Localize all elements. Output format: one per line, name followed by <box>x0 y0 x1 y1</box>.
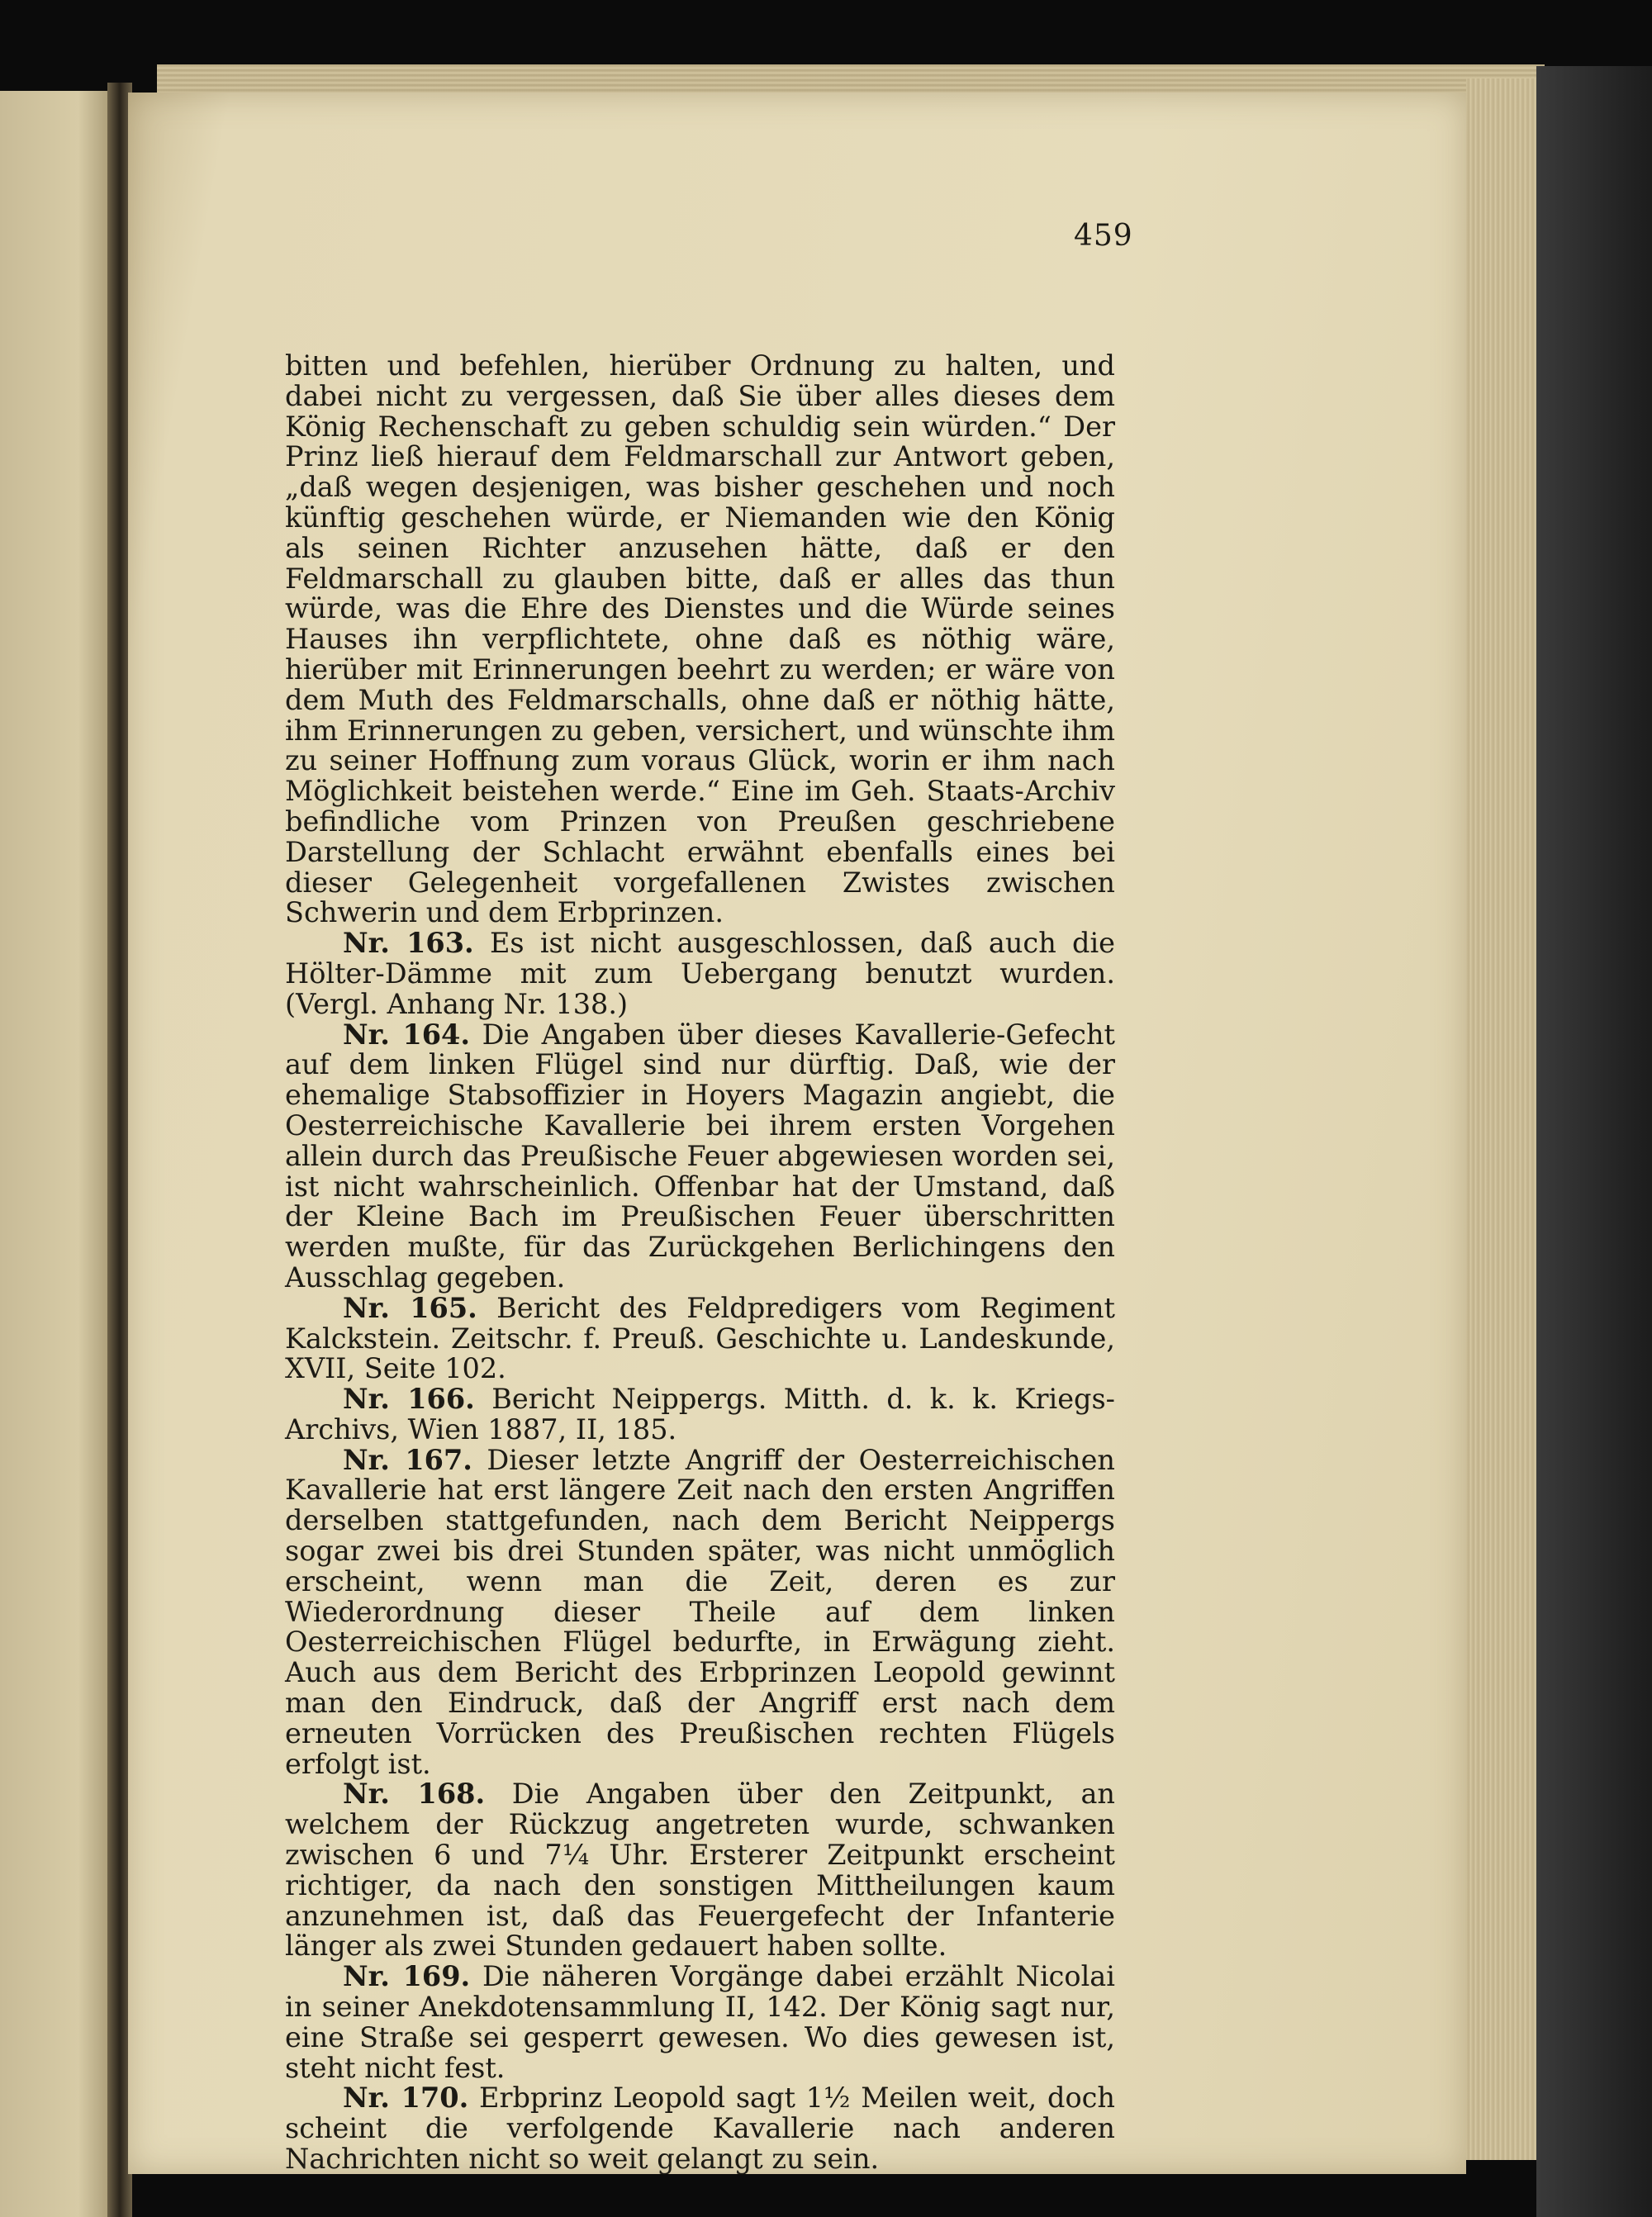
note-number: Nr. 164. <box>343 1018 471 1051</box>
note-number: Nr. 165. <box>343 1291 477 1324</box>
note-164 <box>285 1020 1115 1294</box>
book-cover <box>1536 66 1652 2217</box>
note-number: Nr. 163. <box>343 927 474 960</box>
note-number: Nr. 166. <box>343 1383 475 1416</box>
page-number: 459 <box>1074 219 1133 253</box>
note-167 <box>285 1443 1115 1780</box>
paragraph-text: bitten und befehlen, hierüber Ordnung zu halten, und dabei nicht zu vergessen, daß Sie über alles dieses dem König Rechenschaft zu geben schuldig sein würden.“ Der Prinz ließ hierauf dem Feldmarschall zur Antwort geben, „daß wegen desjenigen, was bisher geschehen und noch künftig geschehen würde, er Niemanden wie den König als seinen Richter anzusehen hätte, daß er den Feldmarschall zu glauben bitte, daß er alles das thun würde, was die Ehre des Dienstes und die Würde seines Hauses ihn verpflichtete, ohne daß es nöthig wäre, hierüber mit Erinnerungen beehrt zu werden; er wäre von dem Muth des Feldmarschalls, ohne daß er nöthig hätte, ihm Erinnerungen zu geben, versichert, und wünschte ihm zu seiner Hoffnung zum voraus Glück, worin er ihm nach Möglichkeit beistehen werde.“ Eine im Geh. Staats-Archiv befindliche vom Prinzen von Preußen geschriebene Darstellung der Schlacht erwähnt ebenfalls eines bei dieser Gelegenheit vorgefallenen Zwistes zwischen Schwerin und dem Erbprinzen. <box>285 349 1115 929</box>
note-number: Nr. 167. <box>343 1443 472 1476</box>
left-page-edge <box>0 91 112 2217</box>
note-163 <box>285 928 1115 1019</box>
note-170 <box>285 2083 1115 2174</box>
note-166 <box>285 1384 1115 1446</box>
note-number: Nr. 169. <box>343 1960 471 1993</box>
note-text: Erbprinz Leopold sagt 1½ Meilen weit, doch scheint die verfolgende Kavallerie nach anderen Nachrichten nicht so weit gelangt zu sein. <box>285 2082 1115 2176</box>
note-text: Bericht des Feldpredigers vom Regiment Kalckstein. Zeitschr. f. Preuß. Geschichte u. Landeskunde, XVII, Seite 102. <box>285 1291 1115 1385</box>
note-text: Bericht Neippergs. Mitth. d. k. k. Kriegs-Archivs, Wien 1887, II, 185. <box>285 1383 1115 1446</box>
note-text: Dieser letzte Angriff der Oesterreichischen Kavallerie hat erst längere Zeit nach den ersten Angriffen derselben stattgefunden, nach dem Bericht Neippergs sogar zwei bis drei Stunden später, was nicht unmöglich erscheint, wenn man die Zeit, deren es zur Wiederordnung dieser Theile auf dem linken Oesterreichischen Flügel bedurfte, in Erwägung zieht. Auch aus dem Bericht des Erbprinzen Leopold gewinnt man den Eindruck, daß der Angriff erst nach dem erneuten Vorrücken des Preußischen rechten Flügels erfolgt ist. <box>285 1443 1115 1780</box>
note-text: Die näheren Vorgänge dabei erzählt Nicolai in seiner Anekdotensammlung II, 142. Der König sagt nur, eine Straße sei gesperrt gewesen. Wo dies gewesen ist, steht nicht fest. <box>285 1960 1115 2084</box>
note-168 <box>285 1779 1115 1962</box>
note-165 <box>285 1291 1115 1385</box>
body-text <box>285 351 1115 2175</box>
note-text: Die Angaben über den Zeitpunkt, an welchem der Rückzug angetreten wurde, schwanken zwischen 6 und 7¼ Uhr. Ersterer Zeitpunkt erscheint richtiger, da nach den sonstigen Mittheilungen kaum anzunehmen ist, daß das Feuergefecht der Infanterie länger als zwei Stunden gedauert haben sollte. <box>285 1778 1115 1963</box>
note-169 <box>285 1962 1115 2083</box>
note-number: Nr. 170. <box>343 2082 469 2115</box>
paragraph-continuation <box>285 351 1115 928</box>
note-text: Die Angaben über dieses Kavallerie-Gefecht auf dem linken Flügel sind nur dürftig. Daß, wie der ehemalige Stabsoffizier in Hoyers Magazin angiebt, die Oesterreichische Kavallerie bei ihrem ersten Vorgehen allein durch das Preußische Feuer abgewiesen worden sei, ist nicht wahrscheinlich. Offenbar hat der Umstand, daß der Kleine Bach im Preußischen Feuer überschritten werden mußte, für das Zurückgehen Berlichingens den Ausschlag gegeben. <box>285 1018 1115 1294</box>
note-text: Es ist nicht ausgeschlossen, daß auch die Hölter-Dämme mit zum Uebergang benutzt wurden. (Vergl. Anhang Nr. 138.) <box>285 927 1115 1020</box>
note-number: Nr. 168. <box>343 1778 486 1811</box>
